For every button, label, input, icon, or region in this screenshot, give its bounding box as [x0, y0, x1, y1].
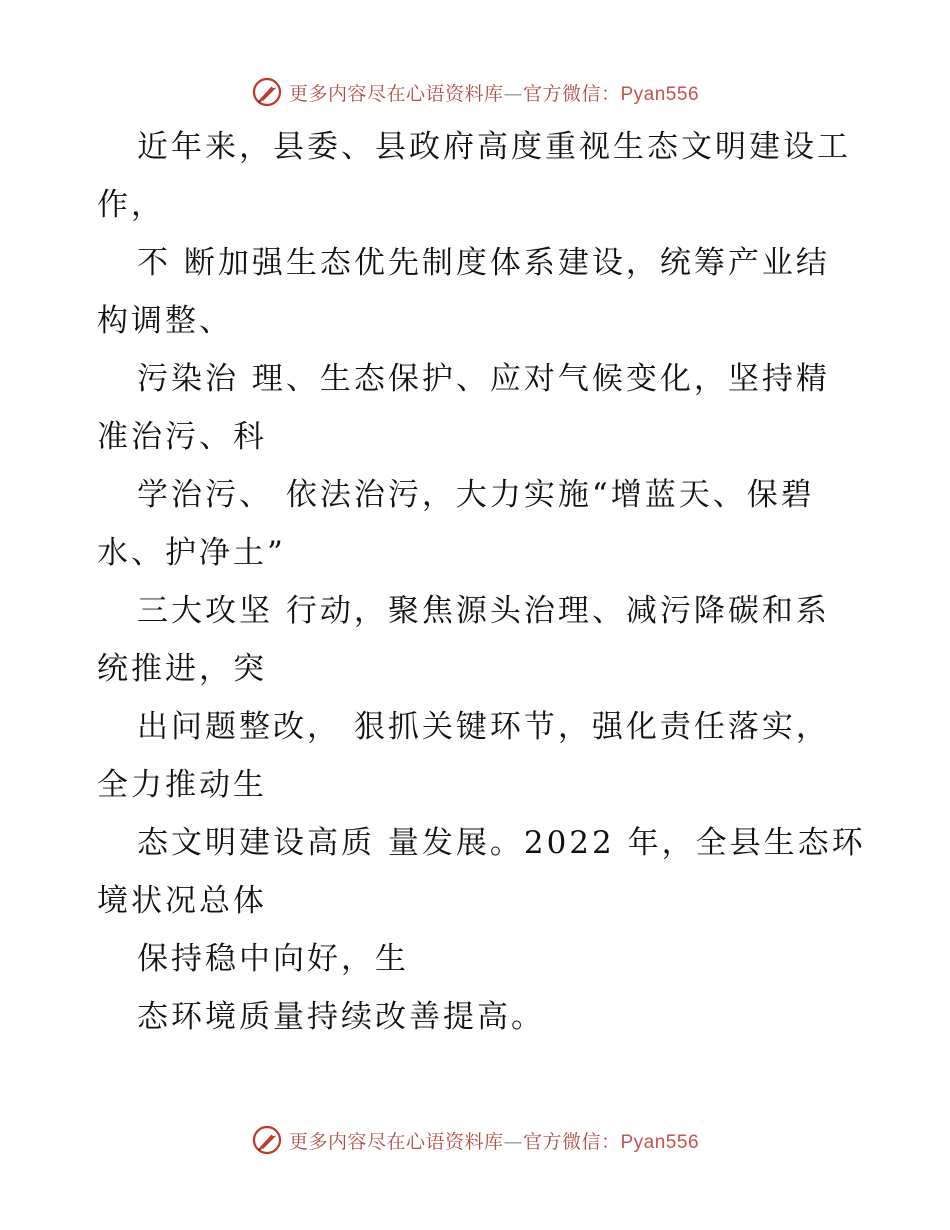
paragraph-line: [97, 814, 867, 930]
paragraph-line: [97, 350, 867, 466]
line-first: 三大攻坚 行动，聚焦源头治理、减污降碳和系: [137, 593, 830, 629]
watermark-contact-id: Pyan556: [620, 1131, 700, 1153]
quill-pen-logo-icon: [251, 76, 283, 108]
line-continuation: 统推进，突: [97, 651, 267, 687]
paragraph-line: [97, 582, 867, 698]
watermark-separator: —: [503, 82, 523, 105]
line-continuation: 准治污、科: [97, 419, 267, 455]
watermark-brand: 更多内容尽在心语资料库: [288, 82, 504, 105]
line-first: 态文明建设高质 量发展。2022 年，全县生态环: [137, 825, 866, 861]
paragraph-line: [97, 698, 867, 814]
line-continuation: 水、护净土”: [97, 535, 286, 571]
watermark-text: [289, 1127, 699, 1154]
footer-watermark: [0, 1120, 950, 1160]
paragraph-line: [97, 930, 867, 988]
line-first: 近年来，县委、县政府高度重视生态文明建设工: [137, 129, 851, 165]
line-continuation: 境状况总体: [97, 883, 267, 919]
document-body: [97, 118, 867, 1046]
line-first: 不 断加强生态优先制度体系建设，统筹产业结: [137, 245, 830, 281]
watermark-contact-id: Pyan556: [620, 83, 700, 105]
header-watermark: [0, 72, 950, 112]
watermark-separator: —: [503, 1130, 523, 1153]
line-first: 学治污、 依法治污，大力实施“增蓝天、保碧: [137, 477, 815, 513]
line-first: 保持稳中向好，生: [137, 941, 409, 977]
line-first: 出问题整改， 狠抓关键环节，强化责任落实，: [137, 709, 830, 745]
paragraph-line: [97, 466, 867, 582]
line-first: 污染治 理、生态保护、应对气候变化，坚持精: [137, 361, 830, 397]
watermark-contact-label: 官方微信：: [522, 1130, 621, 1153]
quill-pen-logo-icon: [251, 1124, 283, 1156]
line-continuation: 全力推动生: [97, 767, 267, 803]
line-continuation: 作，: [97, 187, 165, 223]
paragraph-line: [97, 118, 867, 234]
line-continuation: 构调整、: [97, 303, 233, 339]
paragraph-line: [97, 988, 867, 1046]
watermark-text: [289, 79, 699, 106]
line-first: 态环境质量持续改善提高。: [137, 999, 545, 1035]
paragraph-line: [97, 234, 867, 350]
watermark-contact-label: 官方微信：: [522, 82, 621, 105]
watermark-brand: 更多内容尽在心语资料库: [288, 1130, 504, 1153]
